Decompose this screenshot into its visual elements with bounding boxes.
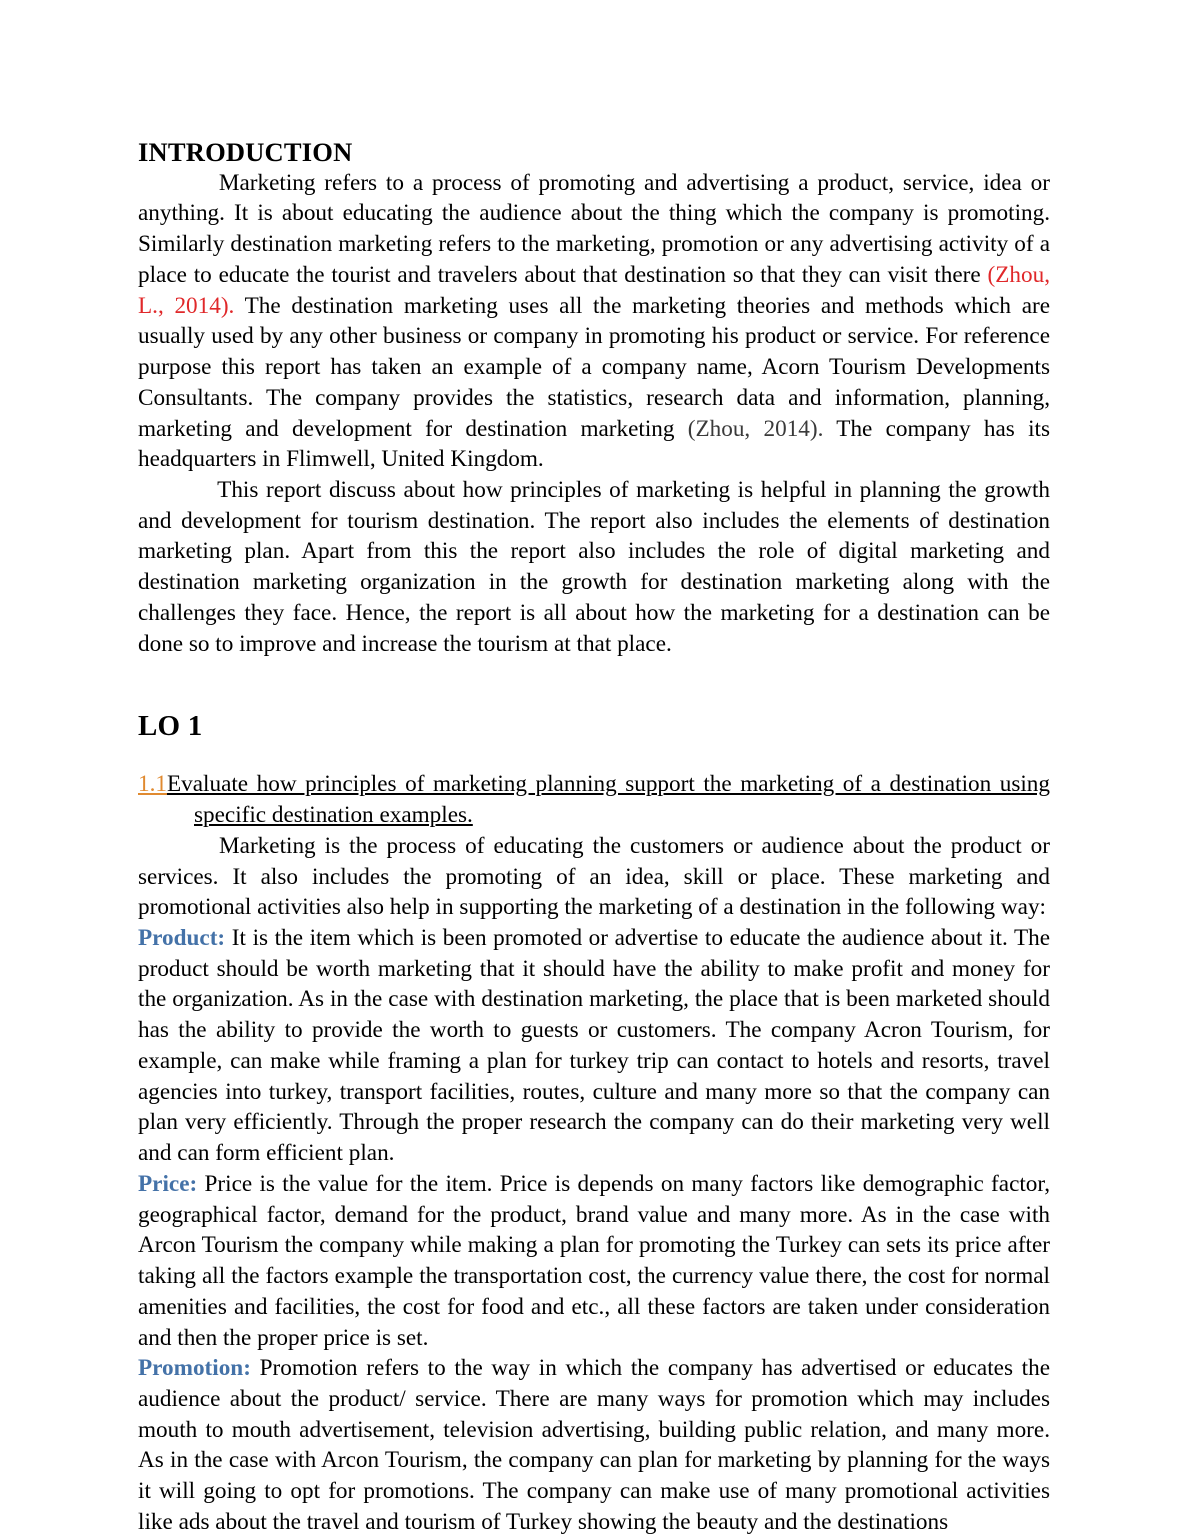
subheading-text: Evaluate how principles of marketing planning support the marketing of a destination using specific destination examples. [166, 771, 1050, 829]
price-paragraph [138, 1169, 1050, 1353]
lo1-heading: LO 1 [138, 710, 203, 743]
price-text: Price is the value for the item. Price is depends on many factors like demographic factor, geographical factor, demand for the product, brand value and many more. As in the case with Arcon Tourism the company while making a plan for promoting the Turkey can sets its price after taking all the factors example the transportation cost, the currency value there, the cost for normal amenities and facilities, the cost for food and etc., all these factors are taken under consideration and then the proper price is set. [138, 1170, 1050, 1351]
intro-p1-run-0: Marketing refers to a process of promoting and advertising a product, service, idea or anything. It is about educating the audience about the thing which the company is promoting. Similarly destination marketing refers to the marketing, promotion or any advertising activity of a place to educate the tourist and travelers about that destination so that they can visit there [138, 169, 1050, 288]
lo1-p1-run-0: Marketing is the process of educating the customers or audience about the product or services. It also includes the promoting of an idea, skill or place. These marketing and promotional activities also help in supporting the marketing of a destination in the following way: [138, 832, 1050, 921]
product-paragraph [138, 923, 1050, 1169]
citation-zhou-2014: (Zhou, 2014). [687, 415, 824, 442]
intro-p1-run-2: The destination marketing uses all the marketing theories and methods which are usually used by any other business or company in promoting his product or service. For reference purpose this report has taken an example of a company name, Acorn Tourism Developments Consultants. The company provides the statistics, research data and information, planning, marketing and development for destination marketing [138, 292, 1050, 442]
subheading-number: 1.1 [138, 771, 167, 798]
product-label: Product: [138, 924, 226, 951]
product-text: It is the item which is been promoted or advertise to educate the audience about it. The product should be worth marketing that it should have the ability to make profit and money for the organization. As in the case with destination marketing, the place that is been marketed should has the ability to provide the worth to guests or customers. The company Acron Tourism, for example, can make while framing a plan for turkey trip can contact to hotels and resorts, travel agencies into turkey, transport facilities, routes, culture and many more so that the company can plan very efficiently. Through the proper research the company can do their marketing very well and can form efficient plan. [138, 924, 1050, 1167]
heading-spacer [138, 743, 1050, 769]
page-content [138, 138, 1050, 1538]
subheading-1-1 [138, 769, 1050, 830]
promotion-paragraph [138, 1353, 1050, 1537]
promotion-label: Promotion: [138, 1355, 251, 1382]
lo1-paragraph-1 [138, 831, 1050, 923]
price-label: Price: [138, 1170, 198, 1197]
intro-paragraph-2 [138, 475, 1050, 659]
intro-p2-run-0: This report discuss about how principles of marketing is helpful in planning the growth and development for tourism destination. The report also includes the elements of destination marketing plan. Apart from this the report also includes the role of digital marketing and destination marketing organization in the growth for destination marketing along with the challenges they face. Hence, the report is all about how the marketing for a destination can be done so to improve and increase the tourism at that place. [138, 477, 1050, 657]
citation-zhou-l-2014: (Zhou, L., 2014). [138, 261, 1050, 319]
intro-p1-run-4: The company has its headquarters in Flimwell, United Kingdom. [138, 415, 1051, 473]
intro-paragraph-1 [138, 168, 1050, 475]
section-spacer [138, 659, 1050, 711]
promotion-text: Promotion refers to the way in which the company has advertised or educates the audience about the product/ service. There are many ways for promotion which may includes mouth to mouth advertisement, television advertising, building public relation, and many more. As in the case with Arcon Tourism, the company can plan for marketing by planning for the ways it will going to opt for promotions. The company can make use of many promotional activities like ads about the travel and tourism of Turkey showing the beauty and the destinations [138, 1355, 1050, 1535]
page-title: INTRODUCTION [138, 137, 353, 167]
